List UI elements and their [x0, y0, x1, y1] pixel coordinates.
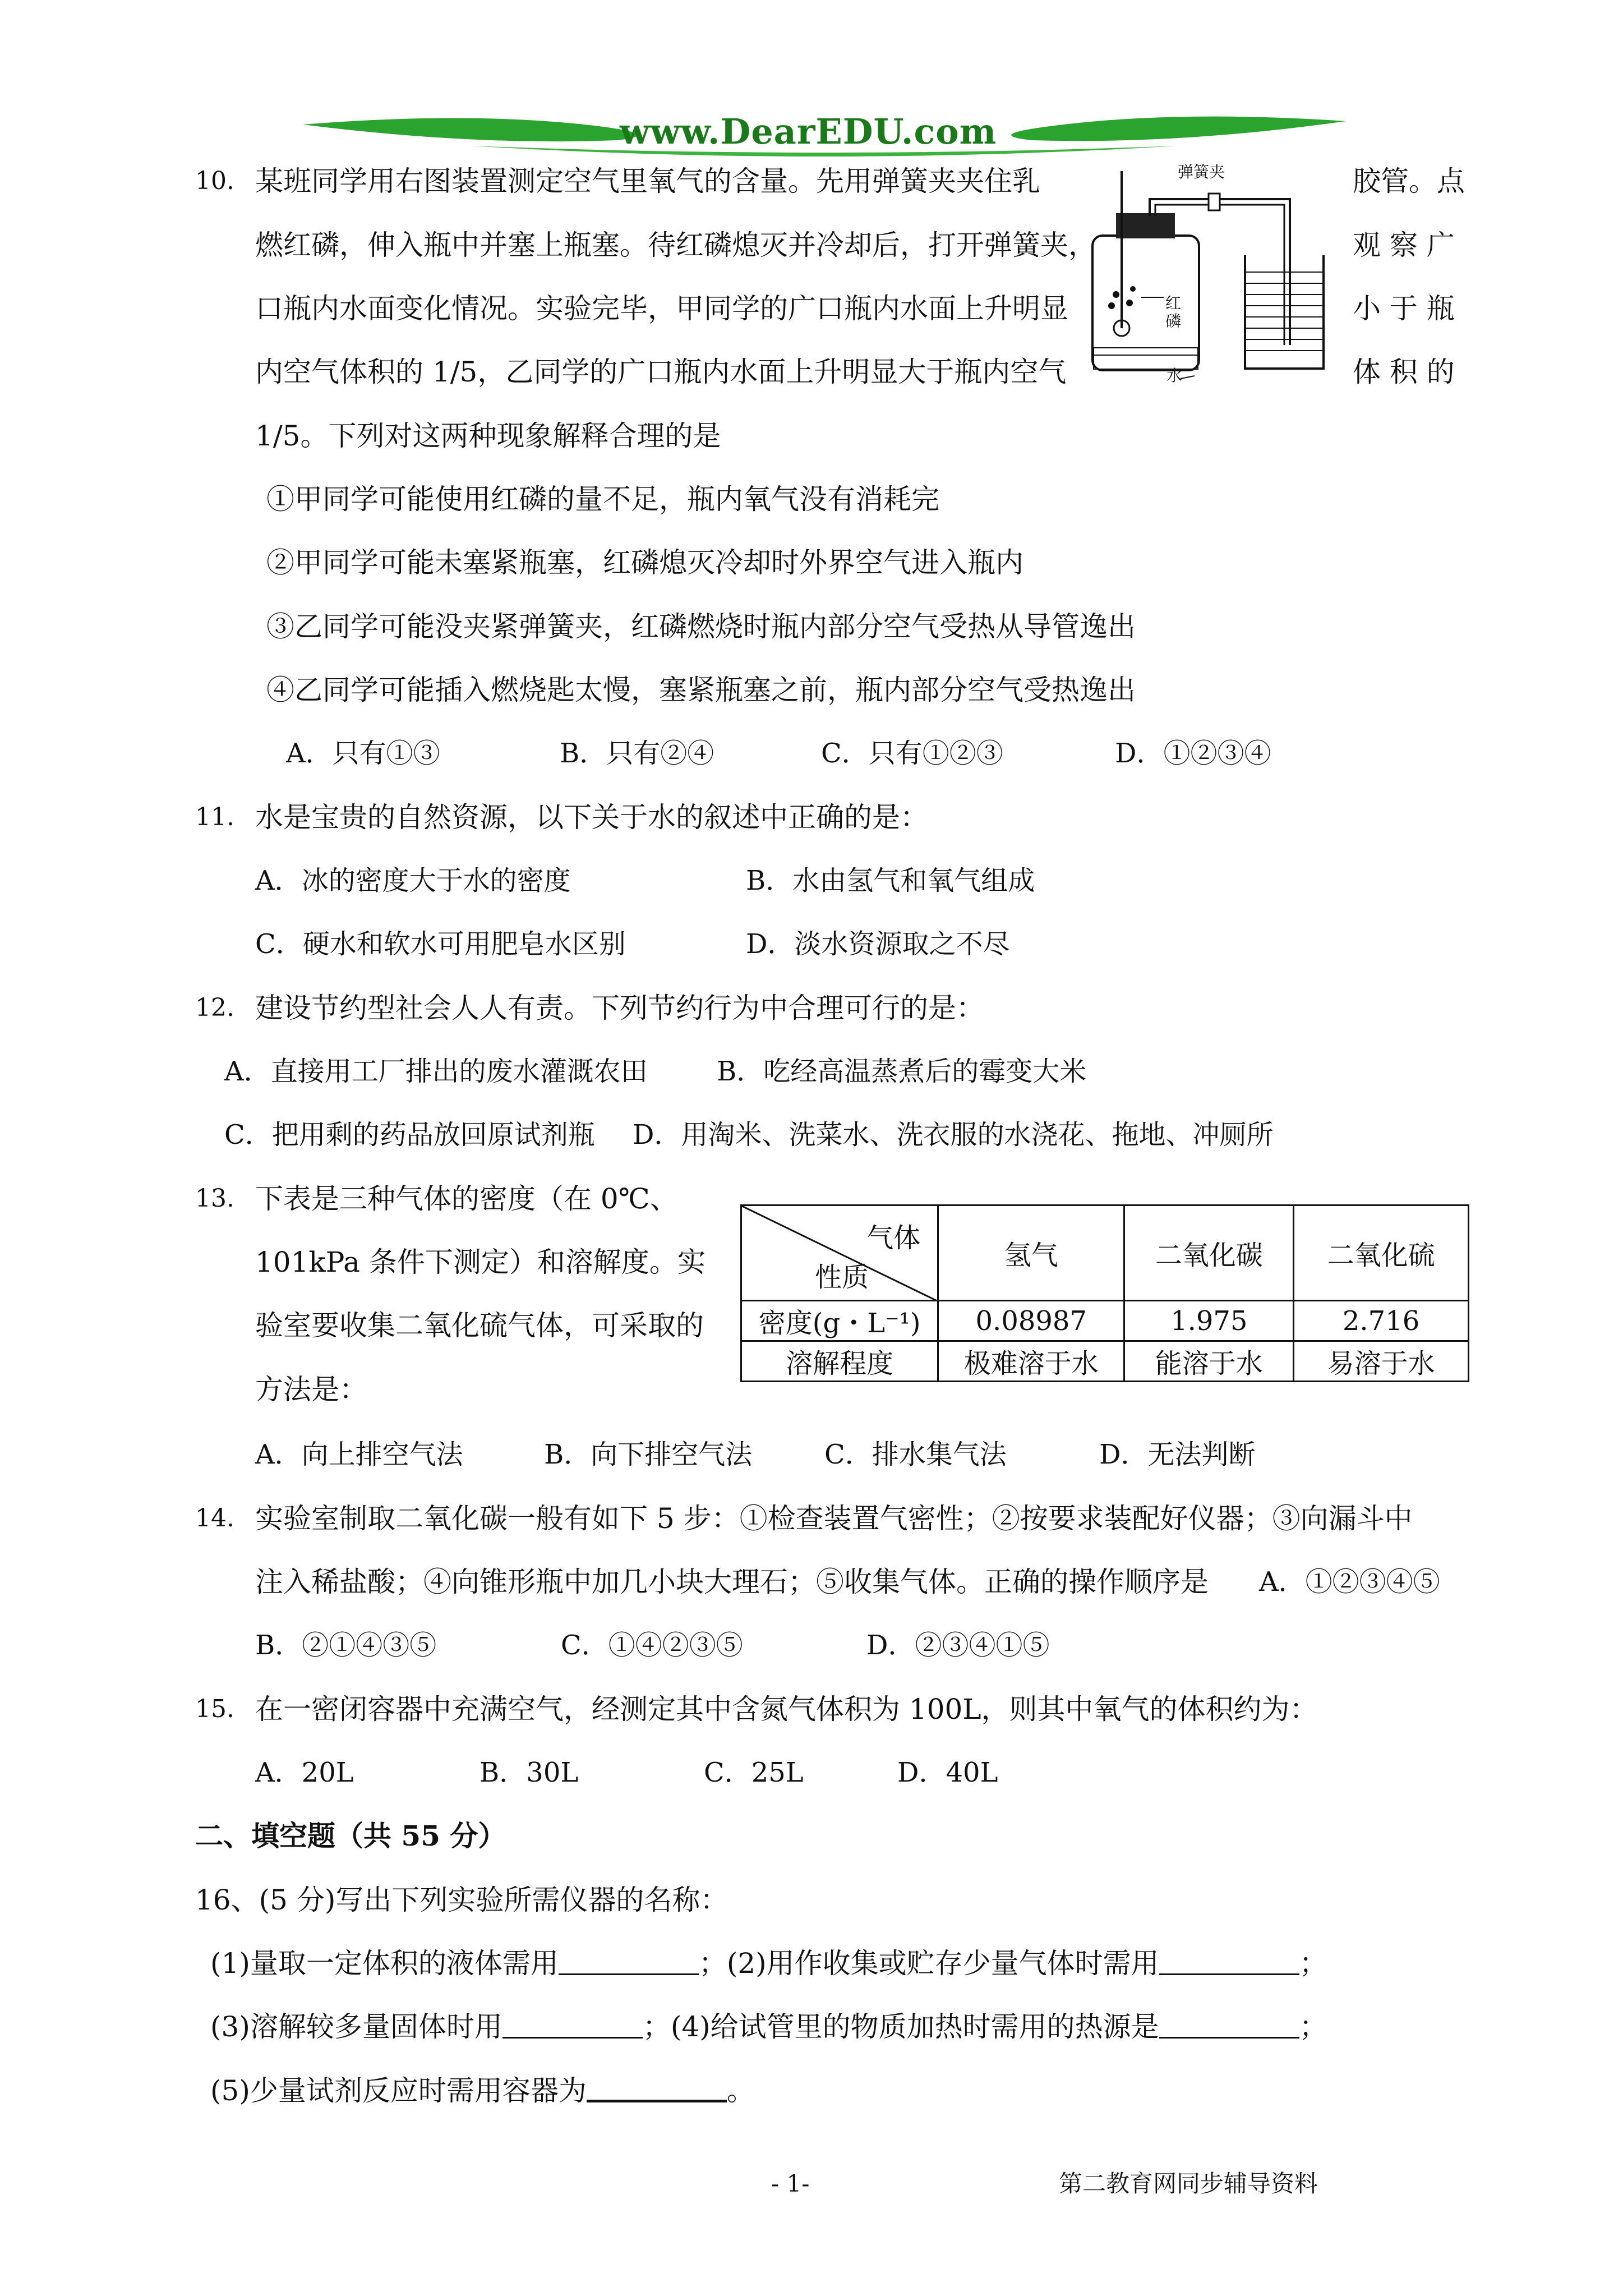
q11-option-a[interactable]: A．冰的密度大于水的密度: [255, 865, 571, 896]
q10-right-4: 体 积 的: [1353, 356, 1455, 388]
q14-option-a[interactable]: A．①②③④⑤: [1259, 1566, 1440, 1598]
q16-part-5: (5)少量试剂反应时需用容器为: [210, 2074, 587, 2107]
corner-bottom-label: 性质: [815, 1262, 869, 1293]
q10-option-b[interactable]: B．只有②④: [560, 738, 714, 769]
q14-option-d[interactable]: D．②③④①⑤: [866, 1630, 1050, 1661]
q16-sep-1: ；: [1299, 1947, 1327, 1980]
figure-phosphorus-label: 红磷: [1165, 294, 1182, 330]
q10-statement-2: ②甲同学可能未塞紧瓶塞，红磷熄灭冷却时外界空气进入瓶内: [266, 546, 1023, 579]
answer-blank-3[interactable]: [502, 2011, 643, 2039]
q10-statement-4: ④乙同学可能插入燃烧匙太慢，塞紧瓶塞之前，瓶内部分空气受热逸出: [266, 674, 1136, 706]
table-header-h2: 氢气: [938, 1205, 1124, 1301]
answer-blank-1[interactable]: [559, 1948, 699, 1975]
right-swoosh: [1011, 117, 1346, 141]
left-swoosh: [303, 118, 638, 141]
q16-part-2: ；(2)用作收集或贮存少量气体时需用: [698, 1947, 1159, 1980]
answer-blank-2[interactable]: [1159, 1948, 1299, 1975]
q11-option-d[interactable]: D．淡水资源取之不尽: [746, 928, 1010, 960]
table-corner-cell: [741, 1205, 938, 1301]
q16-stem: 16、(5 分)写出下列实验所需仪器的名称：: [195, 1884, 728, 1916]
figure-clip-label: 弹簧夹: [1178, 163, 1225, 181]
footer-source: 第二教育网同步辅导资料: [1059, 2170, 1318, 2197]
section-title-fill-in: 二、填空题（共 55 分）: [195, 1819, 506, 1852]
gas-properties-table: [740, 1204, 1469, 1382]
q13-option-b[interactable]: B．向下排空气法: [544, 1439, 753, 1470]
corner-top-label: 气体: [866, 1222, 921, 1254]
q16-end: 。: [726, 2074, 755, 2107]
q10-right-2: 观 察 广: [1353, 229, 1455, 261]
q13-option-c[interactable]: C．排水集气法: [824, 1439, 1007, 1470]
figure-water-label: 水: [1166, 366, 1183, 385]
table-header-co2: 二氧化碳: [1124, 1205, 1294, 1301]
q10-option-d[interactable]: D．①②③④: [1115, 738, 1271, 769]
q12-option-c[interactable]: C．把用剩的药品放回原试剂瓶: [224, 1119, 595, 1151]
answer-blank-4[interactable]: [1159, 2011, 1299, 2039]
q16-part-3: (3)溶解较多量固体时用: [210, 2010, 502, 2043]
q15-option-c[interactable]: C．25L: [704, 1757, 804, 1788]
q11-option-c[interactable]: C．硬水和软水可用肥皂水区别: [255, 928, 626, 960]
q10-line-5: 1/5。下列对这两种现象解释合理的是: [255, 420, 721, 452]
q12-stem: 建设节约型社会人人有责。下列节约行为中合理可行的是：: [255, 992, 984, 1024]
q12-option-a[interactable]: A．直接用工厂排出的废水灌溉农田: [224, 1056, 648, 1087]
q10-option-a[interactable]: A．只有①③: [286, 738, 440, 769]
q12-number: 12.: [195, 993, 234, 1022]
q15-number: 15.: [195, 1695, 234, 1723]
table-cell-density-co2: 1.975: [1124, 1301, 1294, 1341]
site-logo[interactable]: www.DearEDU.com: [620, 111, 997, 152]
q10-right-3: 小 于 瓶: [1353, 292, 1455, 325]
q10-statement-1: ①甲同学可能使用红磷的量不足，瓶内氧气没有消耗完: [266, 483, 939, 516]
q10-option-c[interactable]: C．只有①②③: [821, 738, 1003, 769]
q10-line-3: 口瓶内水面变化情况。实验完毕，甲同学的广口瓶内水面上升明显: [255, 292, 1068, 325]
q16-row-2: [210, 2010, 1327, 2044]
q16-part-4: ；(4)给试管里的物质加热时需用的热源是: [642, 2010, 1159, 2043]
q14-number: 14.: [195, 1504, 234, 1533]
q16-row-1: [210, 1947, 1327, 1980]
table-row-label-density: 密度(g・L⁻¹): [741, 1301, 938, 1341]
q15-stem: 在一密闭容器中充满空气，经测定其中含氮气体积为 100L，则其中氧气的体积约为：: [255, 1693, 1318, 1726]
q10-statement-3: ③乙同学可能没夹紧弹簧夹，红磷燃烧时瓶内部分空气受热从导管逸出: [266, 610, 1136, 643]
q10-line-4: 内空气体积的 1/5，乙同学的广口瓶内水面上升明显大于瓶内空气: [255, 356, 1067, 388]
q11-number: 11.: [195, 803, 234, 831]
q16-row-3: [210, 2074, 755, 2108]
q13-line-1: 下表是三种气体的密度（在 0℃、: [255, 1182, 678, 1215]
table-cell-solubility-co2: 能溶于水: [1124, 1341, 1294, 1382]
page-number: - 1-: [771, 2170, 810, 2197]
table-cell-solubility-h2: 极难溶于水: [938, 1341, 1124, 1382]
q13-option-a[interactable]: A．向上排空气法: [255, 1439, 463, 1470]
q14-line-2: 注入稀盐酸；④向锥形瓶中加几小块大理石；⑤收集气体。正确的操作顺序是: [255, 1566, 1209, 1598]
oxygen-apparatus-figure: [1082, 160, 1340, 390]
q13-number: 13.: [195, 1184, 234, 1213]
q12-option-d[interactable]: D．用淘米、洗菜水、洗衣服的水浇花、拖地、冲厕所: [633, 1119, 1274, 1151]
q16-sep-2: ；: [1299, 2010, 1327, 2043]
q14-option-c[interactable]: C．①④②③⑤: [561, 1630, 743, 1661]
q14-option-b[interactable]: B．②①④③⑤: [255, 1630, 437, 1661]
q13-line-3: 验室要收集二氧化硫气体，可采取的: [255, 1309, 704, 1342]
q10-number: 10.: [195, 167, 234, 195]
q16-part-1: (1)量取一定体积的液体需用: [210, 1947, 559, 1980]
q15-option-b[interactable]: B．30L: [479, 1757, 579, 1788]
table-cell-density-h2: 0.08987: [938, 1301, 1124, 1341]
answer-blank-5[interactable]: [587, 2074, 727, 2102]
q13-line-4: 方法是：: [255, 1373, 367, 1406]
q11-stem: 水是宝贵的自然资源，以下关于水的叙述中正确的是：: [255, 801, 928, 834]
q10-right-1: 胶管。点: [1353, 165, 1465, 197]
q14-line-1: 实验室制取二氧化碳一般有如下 5 步：①检查装置气密性；②按要求装配好仪器；③向漏斗中: [255, 1502, 1413, 1535]
table-cell-solubility-so2: 易溶于水: [1294, 1341, 1469, 1382]
q13-line-2: 101kPa 条件下测定）和溶解度。实: [255, 1246, 706, 1278]
q10-line-2: 燃红磷，伸入瓶中并塞上瓶塞。待红磷熄灭并冷却后，打开弹簧夹，: [255, 229, 1096, 261]
table-row-label-solubility: 溶解程度: [741, 1341, 938, 1382]
table-header-so2: 二氧化硫: [1294, 1205, 1469, 1301]
q11-option-b[interactable]: B．水由氢气和氧气组成: [746, 865, 1035, 896]
q12-option-b[interactable]: B．吃经高温蒸煮后的霉变大米: [717, 1056, 1087, 1087]
q15-option-a[interactable]: A．20L: [255, 1757, 354, 1788]
q10-line-1: 某班同学用右图装置测定空气里氧气的含量。先用弹簧夹夹住乳: [255, 165, 1040, 197]
table-cell-density-so2: 2.716: [1294, 1301, 1469, 1341]
q13-option-d[interactable]: D．无法判断: [1099, 1439, 1256, 1470]
q15-option-d[interactable]: D．40L: [897, 1757, 998, 1788]
